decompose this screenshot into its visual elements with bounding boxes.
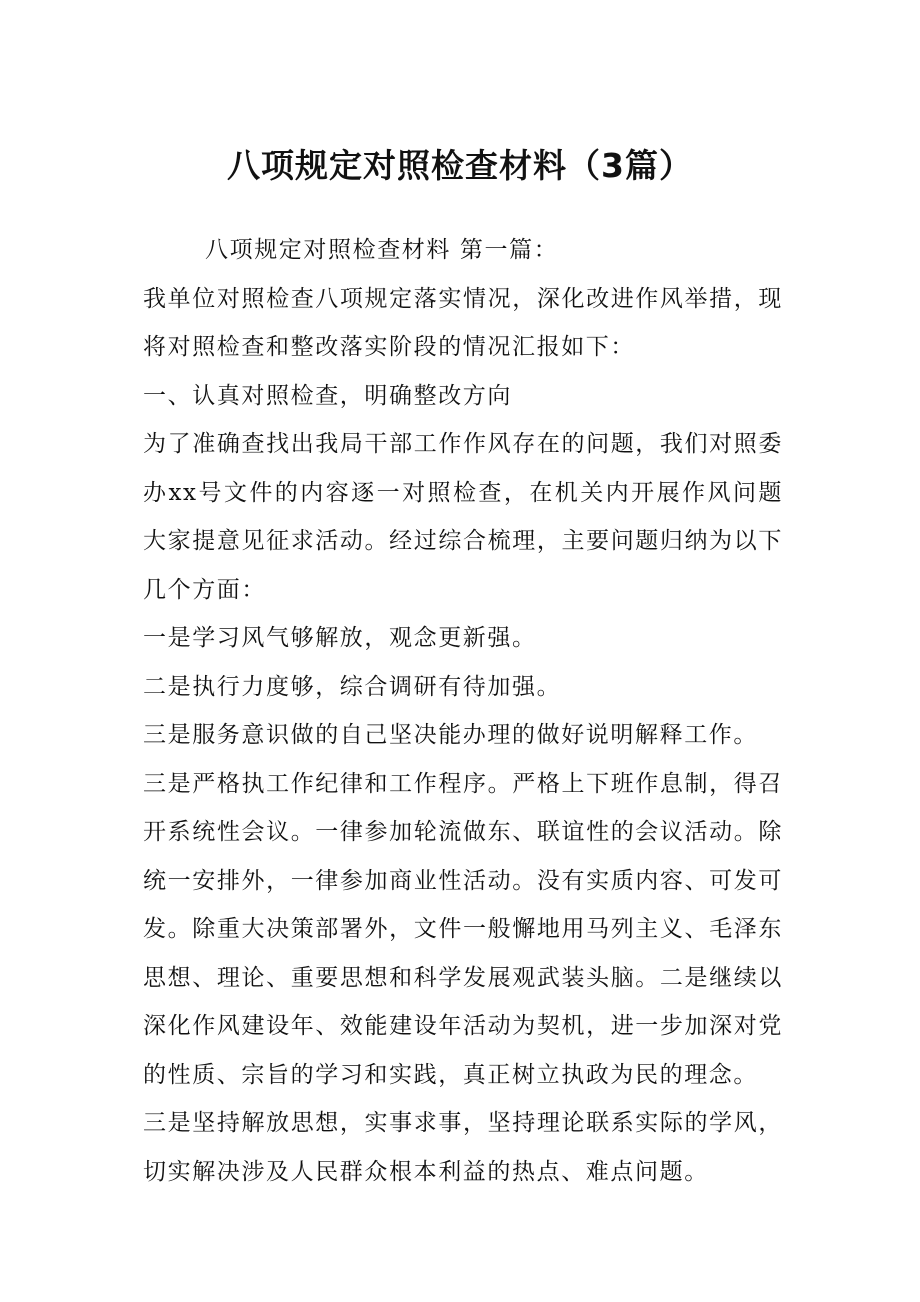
document-title: 八项规定对照检查材料（3篇） xyxy=(227,146,693,185)
document-body xyxy=(143,226,783,1196)
section-heading-review: 一、认真对照检查，明确整改方向 xyxy=(143,382,512,409)
intro-paragraph: 我单位对照检查八项规定落实情况，深化改进作风举措，现将对照检查和整改落实阶段的情况汇报如下： xyxy=(143,285,783,360)
body-paragraph-findings: 为了准确查找出我局干部工作作风存在的问题，我们对照委办xx号文件的内容逐一对照检查，在机关内开展作风问题大家提意见征求活动。经过综合梳理，主要问题归纳为以下几个方面： xyxy=(143,431,783,603)
list-item-execution: 二是执行力度够，综合调研有待加强。 xyxy=(143,673,562,700)
list-item-service: 三是服务意识做的自己坚决能办理的做好说明解释工作。 xyxy=(143,722,758,748)
list-item-discipline: 三是严格执工作纪律和工作程序。严格上下班作息制，得召开系统性会议。一律参加轮流做东、联谊性的会议活动。除统一安排外，一律参加商业性活动。没有实质内容、可发可发。除重大决策部署外，文件一般懈地用马列主义、毛泽东思想、理论、重要思想和科学发展观武装头脑。二是继续以深化作风建设年、效能建设年活动为契机，进一步加深对党的性质、宗旨的学习和实践，真正树立执政为民的理念。 xyxy=(143,770,783,1088)
section-heading-part-one: 八项规定对照检查材料 第一篇： xyxy=(205,237,559,263)
list-item-principles: 三是坚持解放思想，实事求事，坚持理论联系实际的学风，切实解决涉及人民群众根本利益的热点、难点问题。 xyxy=(143,1110,783,1185)
list-item-study: 一是学习风气够解放，观念更新强。 xyxy=(143,625,537,651)
